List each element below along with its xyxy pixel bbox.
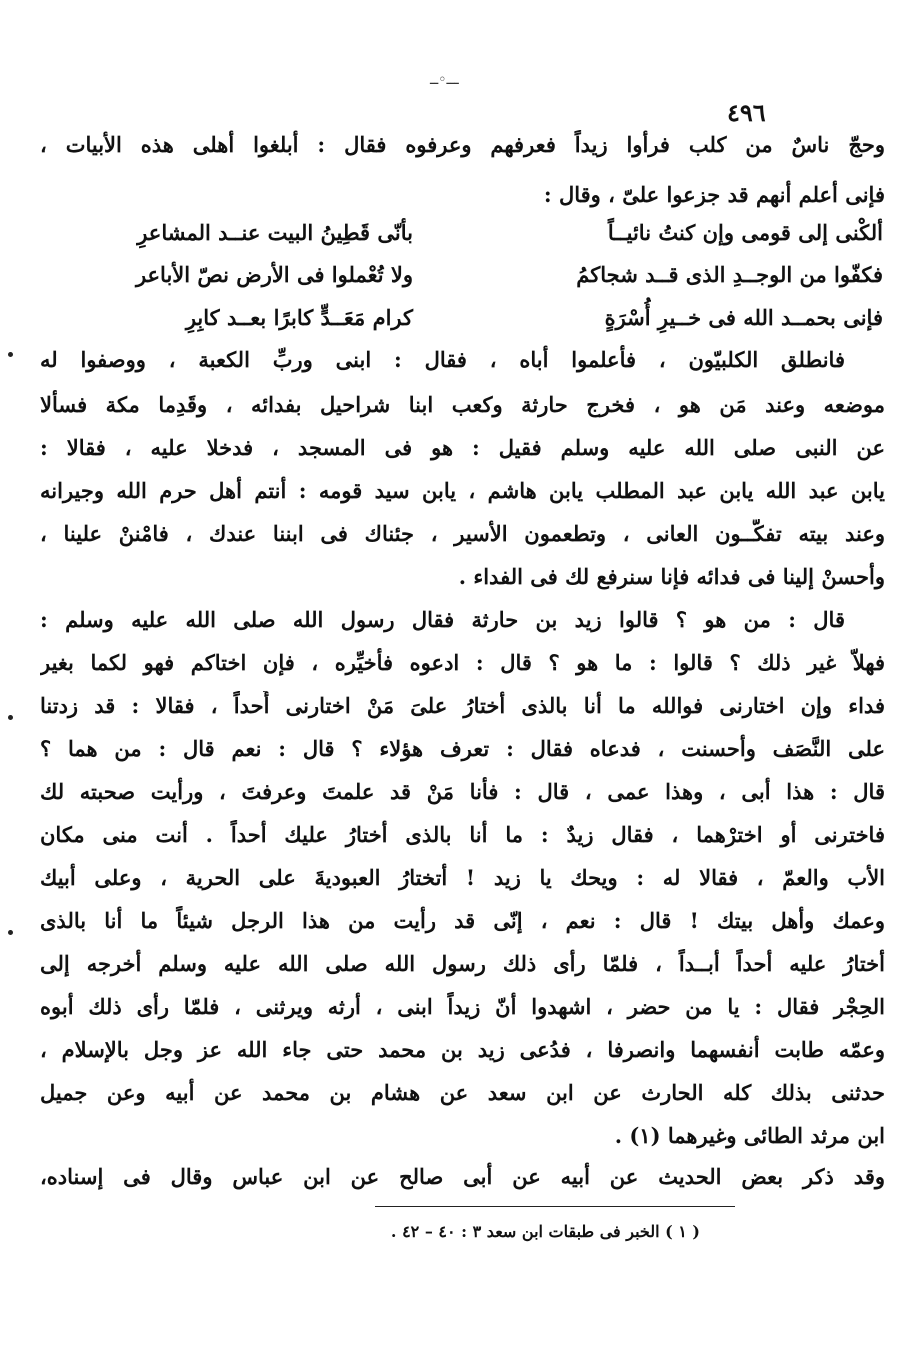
margin-mark [8,930,13,935]
body-line-7: قال : من هو ؟ قالوا زيد بن حارثة فقال رسول الله صلى الله عليه وسلم : [40,607,845,632]
footnote-separator [375,1206,735,1207]
verse-2-second-hemistich: ولا تُعْملوا فى الأرض نصّ الأباعر [135,262,413,287]
header-ornament: ـــ◦ــ [430,72,459,88]
text-line-2: فإنى أعلم أنهم قد جزعوا علىّ ، وقال : [543,182,885,207]
body-line-4: يابن عبد الله يابن عبد المطلب يابن هاشم ، يابن سيد قومه : أنتم أهل حرم الله وجيرانه [40,478,885,503]
body-line-9: فداء وإن اختارنى فوالله ما أنا بالذى أختارُ علىَ مَنْ اختارنى أَحداً ، فقالا : قد زدتنا [40,693,885,718]
body-line-1: فانطلق الكلبيّون ، فأعلموا أباه ، فقال : ابنى وربِّ الكعبة ، ووصفوا له [40,347,845,372]
body-line-11: قال : هذا أبى ، وهذا عمى ، قال : فأنا مَنْ قد علمتَ وعرفتَ ، ورأيت صحبته لك [40,779,885,804]
body-line-16: الحِجْر فقال : يا من حضر ، اشهدوا أنّ زيداً ابنى ، أرثه ويرثنى ، فلمّا رأى ذلك أبوه [40,994,885,1019]
body-line-3: عن النبى صلى الله عليه وسلم فقيل : هو فى المسجد ، فدخلا عليه ، فقالا : [40,435,885,460]
verse-1-second-hemistich: بأنّى قَطِينُ البيت عنــد المشاعرِ [137,220,413,245]
margin-mark [8,715,13,720]
body-line-14: وعمك وأهل بيتك ! قال : نعم ، إنّى قد رأيت من هذا الرجل شيئاً ما أنا بالذى [40,908,885,933]
body-line-20: وقد ذكر بعض الحديث عن أبيه عن أبى صالح عن ابن عباس وقال فى إسناده، [40,1164,885,1189]
verse-2-first-hemistich: فكفّوا من الوجــدِ الذى قــد شجاكمُ [576,262,883,287]
body-line-8: فهلاّ غير ذلك ؟ قالوا : ما هو ؟ قال : ادعوه فأخيِّره ، فإن اختاكم فهو لكما بغير [40,650,885,675]
body-line-17: وعمّه طابت أنفسهما وانصرفا ، فدُعى زيد بن محمد حتى جاء الله عز وجل بالإسلام ، [40,1037,885,1062]
verse-1-first-hemistich: ألكْنى إلى قومى وإن كنتُ نائيــاً [607,220,883,245]
body-line-12: فاخترنى أو اخترْهما ، فقال زيدٌ : ما أنا بالذى أختارُ عليك أحداً . أنت منى مكان [40,822,885,847]
body-line-6: وأحسنْ إلينا فى فدائه فإنا سنرفع لك فى الفداء . [458,564,885,589]
body-line-2: موضعه وعند مَن هو ، فخرج حارثة وكعب ابنا شراحيل بفدائه ، وقَدِما مكة فسألا [40,392,885,417]
body-line-10: على النَّصَف وأحسنت ، فدعاه فقال : تعرف هؤلاء ؟ قال : نعم قال : من هما ؟ [40,736,885,761]
page-number: ٤٩٦ [727,98,766,127]
body-line-15: أختارُ عليه أحداً أبــداً ، فلمّا رأى ذلك رسول الله صلى الله عليه وسلم أخرجه إلى [40,951,885,976]
text-line-1: وحجّ ناسٌ من كلب فرأوا زيداً فعرفهم وعرفوه فقال : أبلغوا أهلى هذه الأبيات ، [40,132,885,157]
body-line-18: حدثنى بذلك كله الحارث عن ابن سعد عن هشام بن محمد عن أبيه وعن جميل [40,1080,885,1105]
body-line-13: الأب والعمّ ، فقالا له : ويحك يا زيد ! أتختارُ العبوديةَ على الحرية ، وعلى أبيك [40,865,885,890]
footnote: ( ١ ) الخبر فى طبقات ابن سعد ٣ : ٤٠ – ٤٢ . [390,1222,700,1241]
margin-mark [8,352,13,357]
verse-3-first-hemistich: فإنى بحمــد الله فى خــيرِ أُسْرَةٍ [604,305,883,330]
verse-3-second-hemistich: كرام مَعَــدٍّ كابرًا بعــد كابِرِ [185,305,413,330]
body-line-19: ابن مرثد الطائى وغيرهما (١) . [614,1123,885,1148]
body-line-5: وعند بيته تفكُّــون العانى ، وتطعمون الأسير ، جئناك فى ابننا عندك ، فامْننْ علينا ، [40,521,885,546]
